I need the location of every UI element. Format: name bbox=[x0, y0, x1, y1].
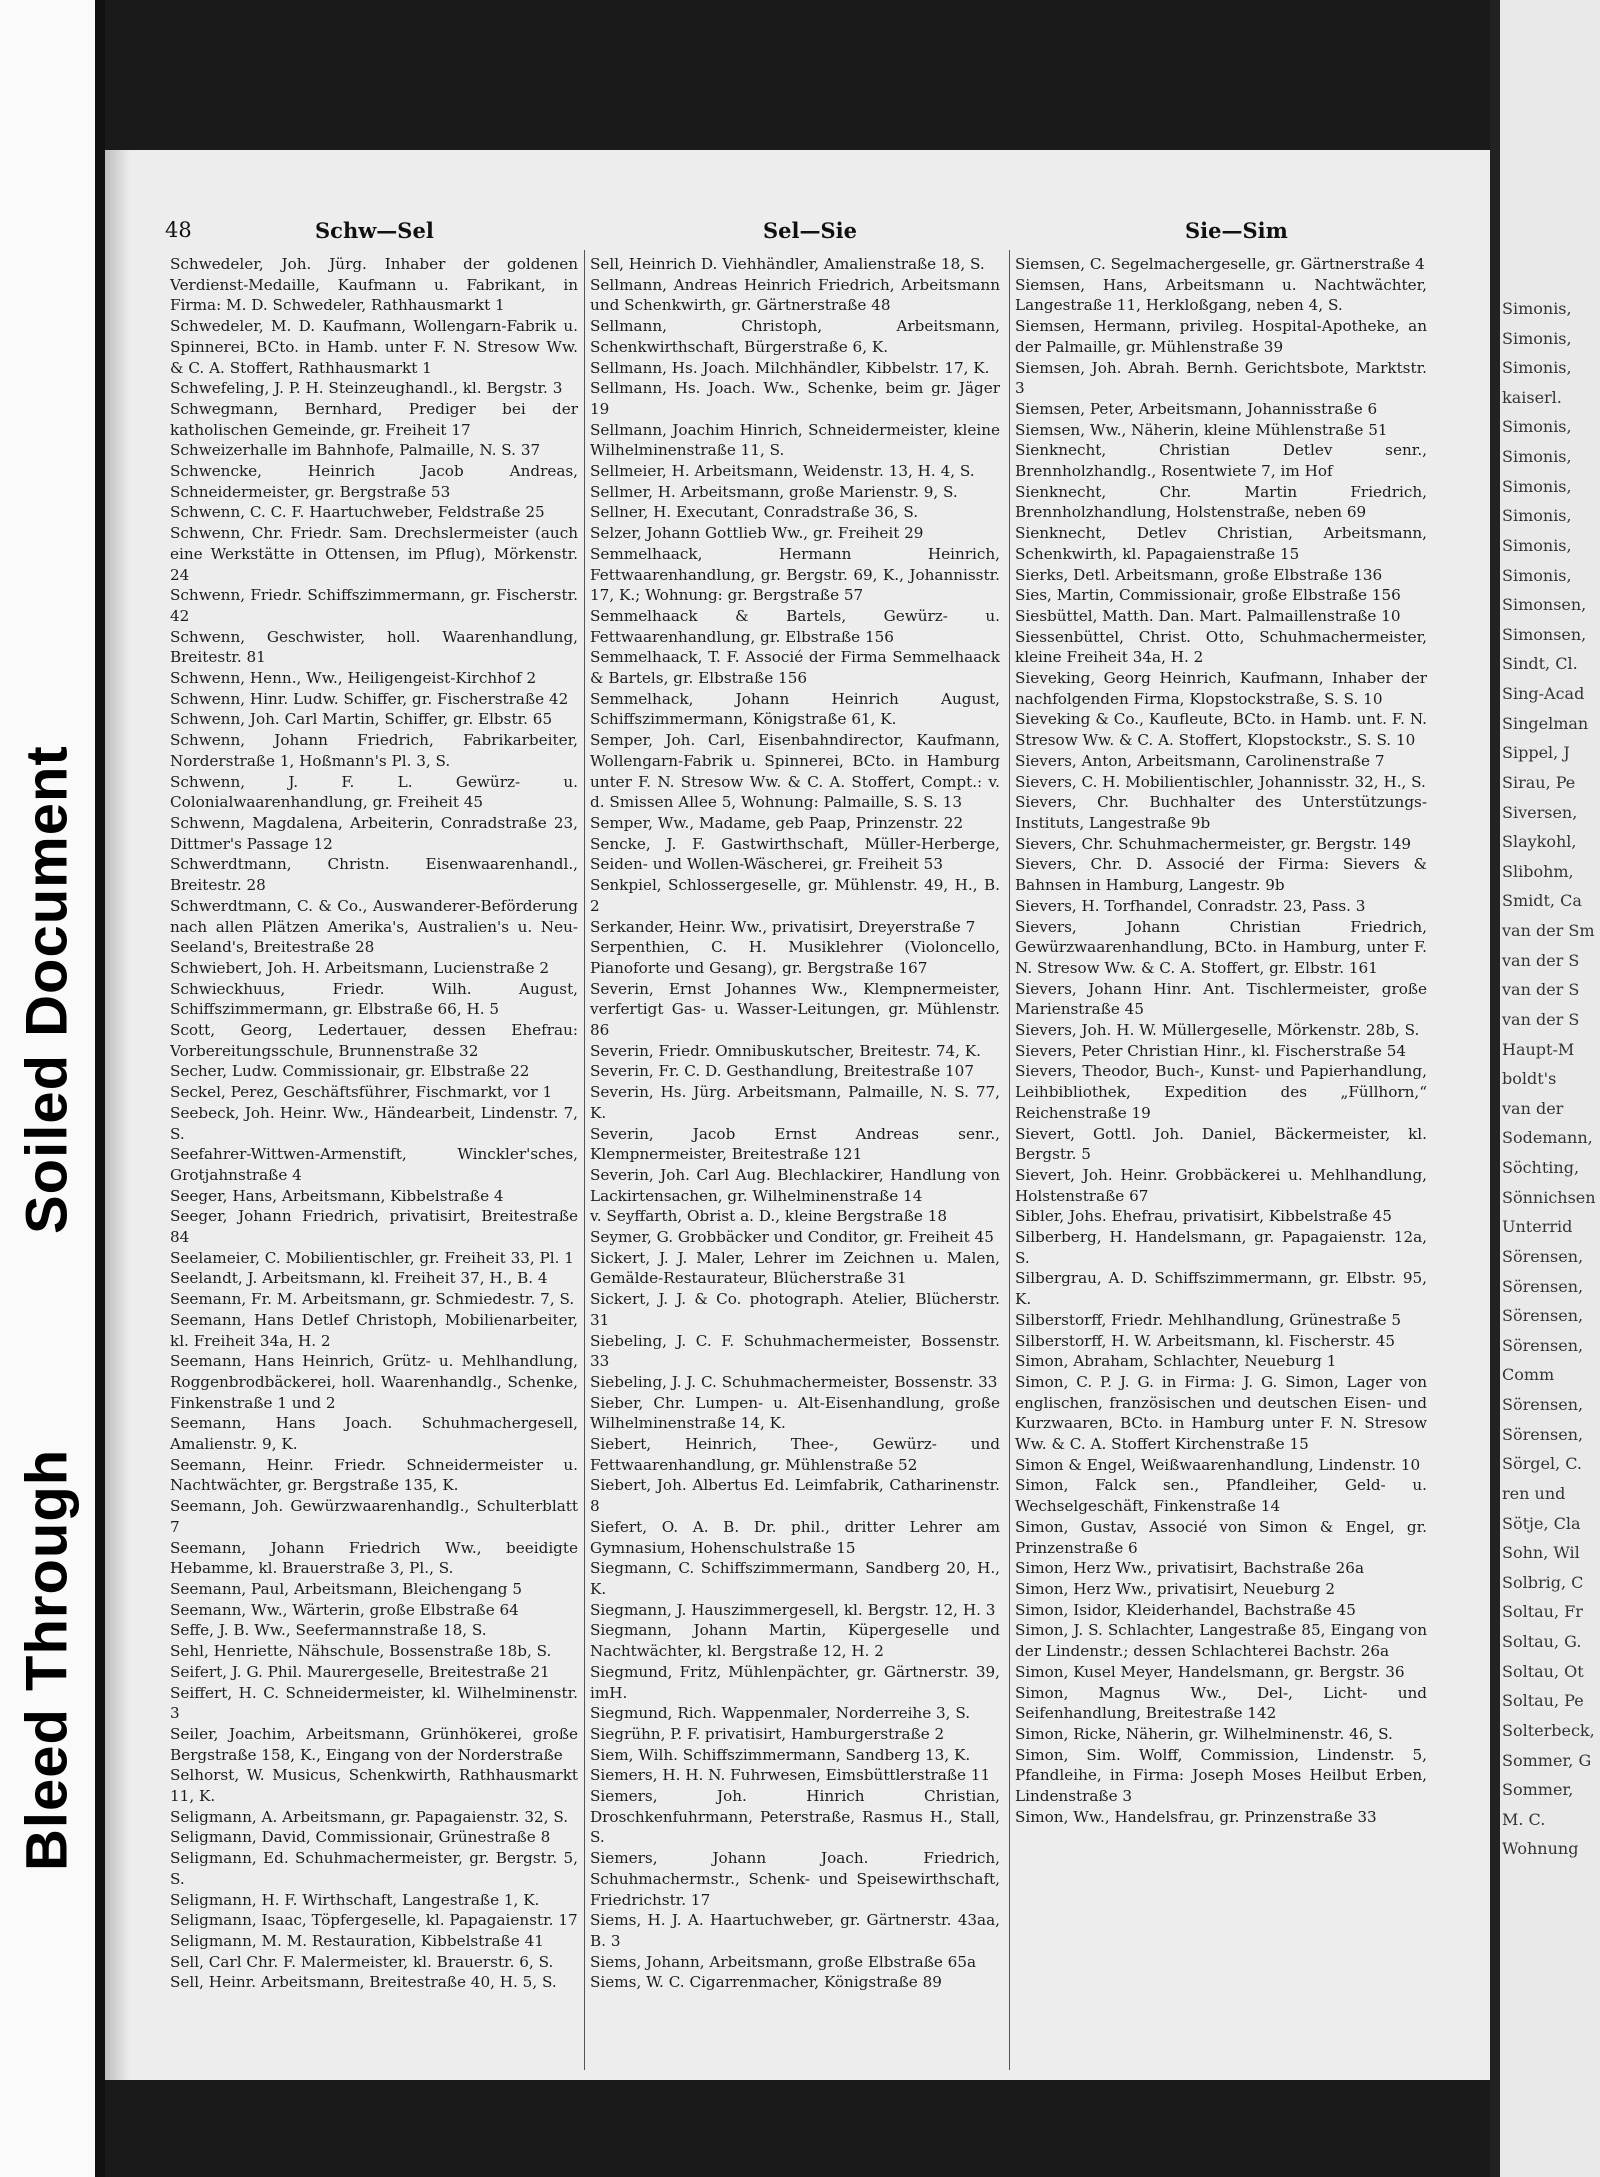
directory-entry: Semmelhack, Johann Heinrich August, Schiffszimmermann, Königstraße 61, K. bbox=[590, 689, 1000, 729]
directory-entry: Siebert, Heinrich, Thee-, Gewürz- und Fettwaarenhandlung, gr. Mühlenstraße 52 bbox=[590, 1435, 1000, 1474]
column-1-heading: Schw—Sel bbox=[315, 218, 434, 243]
directory-entry: Seligmann, H. F. Wirthschaft, Langestraße 1, K. bbox=[170, 1890, 540, 1909]
directory-entry: Simon & Engel, Weißwaarenhandlung, Lindenstr. 10 bbox=[1015, 1455, 1421, 1474]
directory-entry: Simon, Sim. Wolff, Commission, Lindenstr. 5, Pfandleihe, in Firma: Joseph Moses Heilbut Erben, Lindenstraße 3 bbox=[1015, 1745, 1427, 1806]
directory-entry: Simon, Herz Ww., privatisirt, Bachstraße 26a bbox=[1015, 1559, 1365, 1578]
directory-entry: Schwerdtmann, C. & Co., Auswanderer-Beförderung nach allen Plätzen Amerika's, Australien's u. Neu-Seeland's, Breitestraße 28 bbox=[170, 896, 578, 957]
directory-entry: Schwedeler, M. D. Kaufmann, Wollengarn-Fabrik u. Spinnerei, BCto. in Hamb. unter F. N. Stresow Ww. & C. A. Stoffert, Rathhausmarkt 1 bbox=[170, 317, 578, 377]
column-divider bbox=[584, 250, 585, 2070]
adjacent-page-entry: Slibohm, bbox=[1502, 862, 1574, 881]
directory-entry: Senkpiel, Schlossergeselle, gr. Mühlenstr. 49, H., B. 2 bbox=[590, 876, 1000, 915]
adjacent-page-entry: Soltau, G. bbox=[1502, 1632, 1582, 1651]
directory-entry: Sienknecht, Chr. Martin Friedrich, Brennholzhandlung, Holstenstraße, neben 69 bbox=[1015, 482, 1427, 522]
directory-entry: Siemers, Johann Joach. Friedrich, Schuhmachermstr., Schenk- und Speisewirthschaft, Friedrichstr. 17 bbox=[590, 1849, 1000, 1909]
directory-entry: Silbergrau, A. D. Schiffszimmermann, gr. Elbstr. 95, K. bbox=[1015, 1269, 1427, 1309]
directory-entry: Selzer, Johann Gottlieb Ww., gr. Freiheit 29 bbox=[590, 524, 924, 543]
adjacent-page-entry: Comm bbox=[1502, 1365, 1555, 1384]
directory-entry: Sieveking & Co., Kaufleute, BCto. in Hamb. unt. F. N. Stresow Ww. & C. A. Stoffert, Klopstockstr., S. S. 10 bbox=[1015, 710, 1427, 750]
adjacent-page-entry: Simonsen, bbox=[1502, 625, 1587, 644]
adjacent-page-entry: Slaykohl, bbox=[1502, 832, 1577, 851]
directory-entry: Sievers, H. Torfhandel, Conradstr. 23, Pass. 3 bbox=[1015, 896, 1366, 915]
adjacent-page-entry: Sommer, G bbox=[1502, 1751, 1592, 1770]
directory-entry: Simon, Isidor, Kleiderhandel, Bachstraße 45 bbox=[1015, 1600, 1356, 1619]
directory-entry: Silberstorff, H. W. Arbeitsmann, kl. Fischerstr. 45 bbox=[1015, 1331, 1396, 1350]
directory-entry: Siegmann, J. Hauszimmergesell, kl. Bergstr. 12, H. 3 bbox=[590, 1600, 996, 1619]
directory-entry: Siesbüttel, Matth. Dan. Mart. Palmaillenstraße 10 bbox=[1015, 606, 1401, 625]
adjacent-page-entry: Soltau, Pe bbox=[1502, 1691, 1584, 1710]
directory-entry: Schwenn, Friedr. Schiffszimmermann, gr. Fischerstr. 42 bbox=[170, 586, 578, 625]
directory-entry: Seiler, Joachim, Arbeitsmann, Grünhökerei, große Bergstraße 158, K., Eingang von der Norderstraße bbox=[170, 1724, 578, 1764]
directory-entry: Sievert, Joh. Heinr. Grobbäckerei u. Mehlhandlung, Holstenstraße 67 bbox=[1015, 1165, 1427, 1205]
directory-entry: Sell, Heinr. Arbeitsmann, Breitestraße 40, H. 5, S. bbox=[170, 1973, 557, 1992]
directory-entry: Schwenn, Johann Friedrich, Fabrikarbeiter, Norderstraße 1, Hoßmann's Pl. 3, S. bbox=[170, 731, 578, 770]
adjacent-page-entry: Sing-Acad bbox=[1502, 684, 1585, 703]
directory-entry: Siebeling, J. J. C. Schuhmachermeister, Bossenstr. 33 bbox=[590, 1372, 998, 1391]
directory-entry: Severin, Joh. Carl Aug. Blechlackirer, Handlung von Lackirtensachen, gr. Wilhelminenstraße 14 bbox=[590, 1165, 1000, 1205]
directory-entry: Schwerdtmann, Christn. Eisenwaarenhandl., Breitestr. 28 bbox=[170, 855, 578, 895]
adjacent-page-entry: Siversen, bbox=[1502, 803, 1578, 822]
directory-entry: Sievers, Theodor, Buch-, Kunst- und Papierhandlung, Leihbibliothek, Expedition des „Füllhorn,“ Reichenstraße 19 bbox=[1015, 1062, 1427, 1122]
page-gutter-shadow bbox=[105, 150, 130, 2080]
directory-entry: Semmelhaack, Hermann Heinrich, Fettwaarenhandlung, gr. Bergstr. 69, K., Johannisstr. 17, K.; Wohnung: gr. Bergstraße 57 bbox=[590, 544, 1000, 605]
directory-entry: Siegrühn, P. F. privatisirt, Hamburgerstraße 2 bbox=[590, 1724, 945, 1743]
adjacent-page-entry: Haupt-M bbox=[1502, 1040, 1575, 1059]
adjacent-page-entry: Sörensen, bbox=[1502, 1336, 1584, 1355]
directory-entry: Siemsen, Ww., Näherin, kleine Mühlenstraße 51 bbox=[1015, 420, 1388, 439]
directory-entry: Seebeck, Joh. Heinr. Ww., Händearbeit, Lindenstr. 7, S. bbox=[170, 1103, 578, 1143]
directory-entry: Siemers, Joh. Hinrich Christian, Droschkenfuhrmann, Peterstraße, Rasmus H., Stall, S. bbox=[590, 1787, 1000, 1847]
column-2-heading: Sel—Sie bbox=[763, 218, 858, 243]
directory-entry: Schwencke, Heinrich Jacob Andreas, Schneidermeister, gr. Bergstraße 53 bbox=[170, 462, 578, 501]
directory-entry: Sickert, J. J. & Co. photograph. Atelier, Blücherstr. 31 bbox=[590, 1290, 1000, 1329]
adjacent-page-entry: Söchting, bbox=[1502, 1158, 1580, 1177]
adjacent-page-entry: van der S bbox=[1502, 1010, 1580, 1029]
adjacent-page-entry: Sörensen, bbox=[1502, 1395, 1584, 1414]
directory-entry: Selhorst, W. Musicus, Schenkwirth, Rathhausmarkt 11, K. bbox=[170, 1766, 578, 1806]
directory-entry: Schwenn, Hinr. Ludw. Schiffer, gr. Fischerstraße 42 bbox=[170, 689, 569, 708]
directory-entry: Sehl, Henriette, Nähschule, Bossenstraße 18b, S. bbox=[170, 1642, 552, 1661]
directory-entry: Seemann, Fr. M. Arbeitsmann, gr. Schmiedestr. 7, S. bbox=[170, 1290, 575, 1309]
directory-entry: Seffe, J. B. Ww., Seefermannstraße 18, S. bbox=[170, 1621, 487, 1640]
adjacent-page-entry: Simonis, bbox=[1502, 329, 1572, 348]
column-1 bbox=[170, 254, 578, 1993]
directory-entry: Siemsen, C. Segelmachergeselle, gr. Gärtnerstraße 4 bbox=[1015, 255, 1425, 273]
adjacent-page-entry: Sodemann, bbox=[1502, 1128, 1593, 1147]
directory-entry: Serpenthien, C. H. Musiklehrer (Violoncello, Pianoforte und Gesang), gr. Bergstraße 167 bbox=[590, 938, 1000, 977]
directory-entry: Seemann, Ww., Wärterin, große Elbstraße 64 bbox=[170, 1600, 519, 1619]
directory-entry: Sies, Martin, Commissionair, große Elbstraße 156 bbox=[1015, 586, 1401, 605]
directory-entry: Seymer, G. Grobbäcker und Conditor, gr. Freiheit 45 bbox=[590, 1228, 994, 1247]
directory-entry: Severin, Friedr. Omnibuskutscher, Breitestr. 74, K. bbox=[590, 1041, 981, 1060]
directory-entry: Silberberg, H. Handelsmann, gr. Papagaienstr. 12a, S. bbox=[1015, 1228, 1427, 1267]
adjacent-page-entry: Soltau, Fr bbox=[1502, 1602, 1583, 1621]
directory-entry: Schwedeler, Joh. Jürg. Inhaber der goldenen Verdienst-Medaille, Kaufmann u. Fabrikant, in Firma: M. D. Schwedeler, Rathhausmarkt 1 bbox=[170, 255, 578, 315]
directory-entry: Sibler, Johs. Ehefrau, privatisirt, Kibbelstraße 45 bbox=[1015, 1207, 1392, 1226]
directory-entry: Sievers, Anton, Arbeitsmann, Carolinenstraße 7 bbox=[1015, 751, 1385, 770]
column-3 bbox=[1015, 254, 1427, 1827]
directory-entry: Sellner, H. Executant, Conradstraße 36, S. bbox=[590, 503, 919, 522]
directory-entry: Sellmeier, H. Arbeitsmann, Weidenstr. 13, H. 4, S. bbox=[590, 462, 975, 481]
directory-entry: Sievers, Johann Hinr. Ant. Tischlermeister, große Marienstraße 45 bbox=[1015, 979, 1427, 1019]
directory-entry: Seemann, Paul, Arbeitsmann, Bleichengang 5 bbox=[170, 1580, 522, 1598]
adjacent-page-entry: Simonis, bbox=[1502, 358, 1572, 377]
directory-entry: Simon, J. S. Schlachter, Langestraße 85, Eingang von der Lindenstr.; dessen Schlachterei Bachstr. 26a bbox=[1015, 1621, 1427, 1661]
adjacent-page-entry: Sötje, Cla bbox=[1502, 1514, 1581, 1533]
directory-entry: Sievers, Chr. Schuhmachermeister, gr. Bergstr. 149 bbox=[1015, 834, 1412, 853]
directory-entry: Silberstorff, Friedr. Mehlhandlung, Grünestraße 5 bbox=[1015, 1310, 1401, 1329]
adjacent-page-entry: van der Sm bbox=[1502, 921, 1595, 940]
directory-entry: Simon, Falck sen., Pfandleiher, Geld- u. Wechselgeschäft, Finkenstraße 14 bbox=[1015, 1476, 1427, 1516]
directory-entry: Seligmann, David, Commissionair, Grünestraße 8 bbox=[170, 1828, 551, 1847]
directory-entry: Semmelhaack & Bartels, Gewürz- u. Fettwaarenhandlung, gr. Elbstraße 156 bbox=[590, 606, 1000, 646]
adjacent-page-entry: Sommer, bbox=[1502, 1780, 1574, 1799]
directory-entry: Sellmann, Christoph, Arbeitsmann, Schenkwirthschaft, Bürgerstraße 6, K. bbox=[590, 317, 1000, 356]
directory-entry: Siemsen, Peter, Arbeitsmann, Johannisstraße 6 bbox=[1015, 399, 1378, 418]
directory-entry: Seifert, J. G. Phil. Maurergeselle, Breitestraße 21 bbox=[170, 1662, 550, 1681]
directory-entry: Seiffert, H. C. Schneidermeister, kl. Wilhelminenstr. 3 bbox=[170, 1683, 578, 1723]
directory-entry: Schwieckhuus, Friedr. Wilh. August, Schiffszimmermann, gr. Elbstraße 66, H. 5 bbox=[170, 979, 578, 1019]
adjacent-page-entry: kaiserl. bbox=[1502, 388, 1562, 407]
adjacent-page-entry: Simonis, bbox=[1502, 536, 1572, 555]
directory-entry: Seligmann, A. Arbeitsmann, gr. Papagaienstr. 32, S. bbox=[170, 1807, 569, 1826]
adjacent-page-entry: Simonis, bbox=[1502, 506, 1572, 525]
directory-entry: Seelandt, J. Arbeitsmann, kl. Freiheit 37, H., B. 4 bbox=[170, 1269, 548, 1288]
adjacent-page-entry: Sörensen, bbox=[1502, 1306, 1584, 1325]
column-3-heading: Sie—Sim bbox=[1185, 218, 1288, 243]
directory-entry: Siefert, O. A. B. Dr. phil., dritter Lehrer am Gymnasium, Hohenschulstraße 15 bbox=[590, 1517, 1000, 1557]
directory-entry: Sieveking, Georg Heinrich, Kaufmann, Inhaber der nachfolgenden Firma, Klopstockstraße, S. S. 10 bbox=[1015, 669, 1427, 708]
directory-entry: Schwenn, C. C. F. Haartuchweber, Feldstraße 25 bbox=[170, 503, 545, 522]
directory-entry: Siegmund, Fritz, Mühlenpächter, gr. Gärtnerstr. 39, imH. bbox=[590, 1662, 1000, 1702]
directory-entry: Siems, Johann, Arbeitsmann, große Elbstraße 65a bbox=[590, 1952, 977, 1971]
adjacent-page-entry: Solterbeck, bbox=[1502, 1721, 1595, 1740]
directory-entry: Schwenn, J. F. L. Gewürz- u. Colonialwaarenhandlung, gr. Freiheit 45 bbox=[170, 772, 578, 812]
directory-entry: Sellmann, Hs. Joach. Milchhändler, Kibbelstr. 17, K. bbox=[590, 358, 990, 377]
directory-entry: Sievert, Gottl. Joh. Daniel, Bäckermeister, kl. Bergstr. 5 bbox=[1015, 1124, 1427, 1164]
directory-entry: Schwenn, Geschwister, holl. Waarenhandlung, Breitestr. 81 bbox=[170, 627, 578, 667]
directory-entry: Sieber, Chr. Lumpen- u. Alt-Eisenhandlung, große Wilhelminenstraße 14, K. bbox=[590, 1393, 1000, 1433]
adjacent-page-entry: Soltau, Ot bbox=[1502, 1662, 1584, 1681]
directory-entry: Sievers, Chr. D. Associé der Firma: Sievers & Bahnsen in Hamburg, Langestr. 9b bbox=[1015, 855, 1427, 895]
soiled-document-label: Soiled Document bbox=[14, 745, 80, 1235]
page-gap bbox=[1490, 0, 1500, 2177]
directory-entry: Siems, H. J. A. Haartuchweber, gr. Gärtnerstr. 43aa, B. 3 bbox=[590, 1911, 1000, 1950]
adjacent-page-entry: Sohn, Wil bbox=[1502, 1543, 1580, 1562]
directory-entry: Schwenn, Chr. Friedr. Sam. Drechslermeister (auch eine Werkstätte in Ottensen, im Pflug), Mörkenstr. 24 bbox=[170, 524, 578, 584]
adjacent-page-entry: van der bbox=[1502, 1099, 1564, 1118]
directory-entry: Simon, Herz Ww., privatisirt, Neueburg 2 bbox=[1015, 1580, 1335, 1598]
directory-entry: Sienknecht, Detlev Christian, Arbeitsmann, Schenkwirth, kl. Papagaienstraße 15 bbox=[1015, 524, 1427, 563]
column-2 bbox=[590, 254, 1000, 1993]
directory-entry: Schwenn, Henn., Ww., Heiligengeist-Kirchhof 2 bbox=[170, 669, 537, 688]
adjacent-page-entry: van der S bbox=[1502, 980, 1580, 999]
directory-entry: Siegmund, Rich. Wappenmaler, Norderreihe 3, S. bbox=[590, 1704, 971, 1723]
directory-entry: Serkander, Heinr. Ww., privatisirt, Dreyerstraße 7 bbox=[590, 917, 976, 936]
directory-entry: Seckel, Perez, Geschäftsführer, Fischmarkt, vor 1 bbox=[170, 1083, 553, 1102]
directory-entry: Severin, Ernst Johannes Ww., Klempnermeister, verfertigt Gas- u. Wasser-Leitungen, gr. Mühlenstr. 86 bbox=[590, 979, 1000, 1040]
directory-entry: Sell, Heinrich D. Viehhändler, Amalienstraße 18, S. bbox=[590, 255, 985, 273]
scan-border-left bbox=[95, 0, 105, 2177]
directory-entry: Siebeling, J. C. F. Schuhmachermeister, Bossenstr. 33 bbox=[590, 1331, 1000, 1371]
directory-entry: Sellmann, Joachim Hinrich, Schneidermeister, kleine Wilhelminenstraße 11, S. bbox=[590, 420, 1000, 460]
directory-entry: Seemann, Hans Joach. Schuhmachergesell, Amalienstr. 9, K. bbox=[170, 1414, 578, 1454]
adjacent-page-entry: Sirau, Pe bbox=[1502, 773, 1576, 792]
directory-entry: Sievers, Johann Christian Friedrich, Gewürzwaarenhandlung, BCto. in Hamburg, unter F. N. Stresow Ww. & C. A. Stoffert, gr. Elbstr. 161 bbox=[1015, 917, 1427, 977]
directory-entry: Simon, Abraham, Schlachter, Neueburg 1 bbox=[1015, 1352, 1337, 1371]
directory-entry: Sievers, Chr. Buchhalter des Unterstützungs-Instituts, Langestraße 9b bbox=[1015, 793, 1427, 832]
adjacent-page-strip bbox=[1490, 0, 1600, 2177]
directory-entry: Siemsen, Joh. Abrah. Bernh. Gerichtsbote, Marktstr. 3 bbox=[1015, 358, 1427, 398]
directory-entry: Schwefeling, J. P. H. Steinzeughandl., kl. Bergstr. 3 bbox=[170, 379, 563, 398]
directory-entry: Seligmann, Ed. Schuhmachermeister, gr. Bergstr. 5, S. bbox=[170, 1849, 578, 1888]
directory-entry: Seligmann, Isaac, Töpfergeselle, kl. Papagaienstr. 17 bbox=[170, 1911, 578, 1930]
page-number: 48 bbox=[165, 218, 192, 242]
directory-entry: Sellmer, H. Arbeitsmann, große Marienstr. 9, S. bbox=[590, 482, 958, 501]
directory-entry: Seemann, Hans Detlef Christoph, Mobilienarbeiter, kl. Freiheit 34a, H. 2 bbox=[170, 1310, 578, 1350]
directory-entry: Semmelhaack, T. F. Associé der Firma Semmelhaack & Bartels, gr. Elbstraße 156 bbox=[590, 648, 1000, 688]
adjacent-page-entry: Singelman bbox=[1502, 714, 1589, 733]
directory-entry: Simon, Magnus Ww., Del-, Licht- und Seifenhandlung, Breitestraße 142 bbox=[1015, 1683, 1427, 1723]
directory-entry: Sellmann, Hs. Joach. Ww., Schenke, beim gr. Jäger 19 bbox=[590, 379, 1000, 418]
directory-entry: Severin, Hs. Jürg. Arbeitsmann, Palmaille, N. S. 77, K. bbox=[590, 1083, 1000, 1122]
directory-entry: Sellmann, Andreas Heinrich Friedrich, Arbeitsmann und Schenkwirth, gr. Gärtnerstraße 48 bbox=[590, 275, 1000, 315]
directory-entry: Semper, Ww., Madame, geb Paap, Prinzenstr. 22 bbox=[590, 813, 964, 832]
directory-entry: Siebert, Joh. Albertus Ed. Leimfabrik, Catharinenstr. 8 bbox=[590, 1476, 1000, 1516]
directory-entry: Simon, Gustav, Associé von Simon & Engel, gr. Prinzenstraße 6 bbox=[1015, 1517, 1427, 1557]
side-band bbox=[0, 0, 95, 2177]
bleed-through-label: Bleed Through bbox=[14, 1448, 80, 1872]
adjacent-page-entry: ren und bbox=[1502, 1484, 1566, 1503]
directory-entry: Seefahrer-Wittwen-Armenstift, Winckler'sches, Grotjahnstraße 4 bbox=[170, 1145, 578, 1184]
directory-entry: Seeger, Johann Friedrich, privatisirt, Breitestraße 84 bbox=[170, 1207, 578, 1247]
adjacent-page-entry: Sippel, J bbox=[1502, 743, 1570, 762]
directory-entry: Simon, Ww., Handelsfrau, gr. Prinzenstraße 33 bbox=[1015, 1807, 1377, 1826]
adjacent-page-entry: Simonis, bbox=[1502, 417, 1572, 436]
directory-entry: Seelameier, C. Mobilientischler, gr. Freiheit 33, Pl. 1 bbox=[170, 1248, 574, 1267]
directory-entry: Siemsen, Hermann, privileg. Hospital-Apotheke, an der Palmaille, gr. Mühlenstraße 39 bbox=[1015, 317, 1427, 356]
directory-entry: Seligmann, M. M. Restauration, Kibbelstraße 41 bbox=[170, 1931, 544, 1950]
column-divider bbox=[1009, 250, 1010, 2070]
directory-entry: Sencke, J. F. Gastwirthschaft, Müller-Herberge, Seiden- und Wollen-Wäscherei, gr. Freiheit 53 bbox=[590, 834, 1000, 874]
adjacent-page-entry: Smidt, Ca bbox=[1502, 891, 1582, 910]
directory-entry: Seemann, Heinr. Friedr. Schneidermeister u. Nachtwächter, gr. Bergstraße 135, K. bbox=[170, 1455, 578, 1495]
adjacent-page-entry: Unterrid bbox=[1502, 1217, 1573, 1236]
directory-entry: Siem, Wilh. Schiffszimmermann, Sandberg 13, K. bbox=[590, 1745, 971, 1764]
directory-entry: Scott, Georg, Ledertauer, dessen Ehefrau: Vorbereitungsschule, Brunnenstraße 32 bbox=[170, 1021, 578, 1060]
adjacent-page-entry: Simonis, bbox=[1502, 477, 1572, 496]
adjacent-page-entry: Sörgel, C. bbox=[1502, 1454, 1582, 1473]
directory-entry: Siessenbüttel, Christ. Otto, Schuhmachermeister, kleine Freiheit 34a, H. 2 bbox=[1015, 627, 1427, 667]
directory-entry: Siems, W. C. Cigarrenmacher, Königstraße 89 bbox=[590, 1973, 942, 1992]
adjacent-page-entry: Sörensen, bbox=[1502, 1425, 1584, 1444]
directory-entry: Siegmann, Johann Martin, Küpergeselle und Nachtwächter, kl. Bergstraße 12, H. 2 bbox=[590, 1621, 1000, 1661]
directory-entry: Schwiebert, Joh. H. Arbeitsmann, Lucienstraße 2 bbox=[170, 958, 550, 977]
directory-entry: Sievers, C. H. Mobilientischler, Johannisstr. 32, H., S. bbox=[1015, 772, 1426, 791]
directory-entry: Simon, Kusel Meyer, Handelsmann, gr. Bergstr. 36 bbox=[1015, 1662, 1405, 1681]
adjacent-page-entry: van der S bbox=[1502, 951, 1580, 970]
directory-entry: Sickert, J. J. Maler, Lehrer im Zeichnen u. Malen, Gemälde-Restaurateur, Blücherstraße 31 bbox=[590, 1248, 1000, 1288]
adjacent-page-entry: Sörensen, bbox=[1502, 1247, 1584, 1266]
directory-entry: Siemers, H. H. N. Fuhrwesen, Eimsbüttlerstraße 11 bbox=[590, 1766, 991, 1785]
directory-entry: Seemann, Hans Heinrich, Grütz- u. Mehlhandlung, Roggenbrodbäckerei, holl. Waarenhandlg., Schenke, Finkenstraße 1 und 2 bbox=[170, 1352, 578, 1412]
adjacent-page-entry: Simonis, bbox=[1502, 566, 1572, 585]
adjacent-page-entry: Wohnung bbox=[1502, 1839, 1579, 1858]
adjacent-page-entry: Sönnichsen bbox=[1502, 1188, 1596, 1207]
directory-entry: Sierks, Detl. Arbeitsmann, große Elbstraße 136 bbox=[1015, 565, 1383, 584]
directory-entry: Schwegmann, Bernhard, Prediger bei der katholischen Gemeinde, gr. Freiheit 17 bbox=[170, 399, 578, 439]
directory-entry: Seemann, Joh. Gewürzwaarenhandlg., Schulterblatt 7 bbox=[170, 1497, 578, 1536]
directory-entry: Secher, Ludw. Commissionair, gr. Elbstraße 22 bbox=[170, 1062, 530, 1081]
adjacent-page-entry: Solbrig, C bbox=[1502, 1573, 1584, 1592]
directory-entry: Sienknecht, Christian Detlev senr., Brennholzhandlg., Rosentwiete 7, im Hof bbox=[1015, 441, 1427, 481]
adjacent-page-entry: Sindt, Cl. bbox=[1502, 654, 1578, 673]
directory-entry: Schweizerhalle im Bahnhofe, Palmaille, N. S. 37 bbox=[170, 441, 541, 460]
directory-entry: Sievers, Joh. H. W. Müllergeselle, Mörkenstr. 28b, S. bbox=[1015, 1021, 1420, 1040]
adjacent-page-entry: M. C. bbox=[1502, 1810, 1546, 1829]
directory-entry: Sell, Carl Chr. F. Malermeister, kl. Brauerstr. 6, S. bbox=[170, 1952, 554, 1971]
directory-entry: Schwenn, Magdalena, Arbeiterin, Conradstraße 23, Dittmer's Passage 12 bbox=[170, 813, 578, 853]
directory-entry: Severin, Jacob Ernst Andreas senr., Klempnermeister, Breitestraße 121 bbox=[590, 1124, 1000, 1164]
directory-entry: v. Seyffarth, Obrist a. D., kleine Bergstraße 18 bbox=[590, 1207, 948, 1226]
directory-entry: Schwenn, Joh. Carl Martin, Schiffer, gr. Elbstr. 65 bbox=[170, 710, 553, 729]
adjacent-page-entry: boldt's bbox=[1502, 1069, 1557, 1088]
adjacent-page-entry: Sörensen, bbox=[1502, 1277, 1584, 1296]
adjacent-page-entry: Simonis, bbox=[1502, 447, 1572, 466]
directory-entry: Seemann, Johann Friedrich Ww., beeidigte Hebamme, kl. Brauerstraße 3, Pl., S. bbox=[170, 1538, 578, 1578]
adjacent-page-entry: Simonsen, bbox=[1502, 595, 1587, 614]
directory-page bbox=[105, 150, 1490, 2080]
directory-entry: Sievers, Peter Christian Hinr., kl. Fischerstraße 54 bbox=[1015, 1041, 1407, 1060]
directory-entry: Siemsen, Hans, Arbeitsmann u. Nachtwächter, Langestraße 11, Herkloßgang, neben 4, S. bbox=[1015, 275, 1427, 315]
adjacent-page-entry: Simonis, bbox=[1502, 299, 1572, 318]
directory-entry: Seeger, Hans, Arbeitsmann, Kibbelstraße 4 bbox=[170, 1186, 504, 1205]
directory-entry: Simon, C. P. J. G. in Firma: J. G. Simon, Lager von englischen, französischen und deutschen Eisen- und Kurzwaaren, BCto. in Hamburg unter F. N. Stresow Ww. & C. A. Stoffert Kirchenstraße 15 bbox=[1015, 1372, 1427, 1454]
directory-entry: Siegmann, C. Schiffszimmermann, Sandberg 20, H., K. bbox=[590, 1559, 1000, 1598]
directory-entry: Semper, Joh. Carl, Eisenbahndirector, Kaufmann, Wollengarn-Fabrik u. Spinnerei, BCto. in Hamburg unter F. N. Stresow Ww. & C. A. Stoffert, Compt.: v. d. Smissen Allee 5, Wohnung: Palmaille, S. S. 13 bbox=[590, 731, 1000, 812]
directory-entry: Severin, Fr. C. D. Gesthandlung, Breitestraße 107 bbox=[590, 1062, 974, 1081]
directory-entry: Simon, Ricke, Näherin, gr. Wilhelminenstr. 46, S. bbox=[1015, 1724, 1393, 1743]
